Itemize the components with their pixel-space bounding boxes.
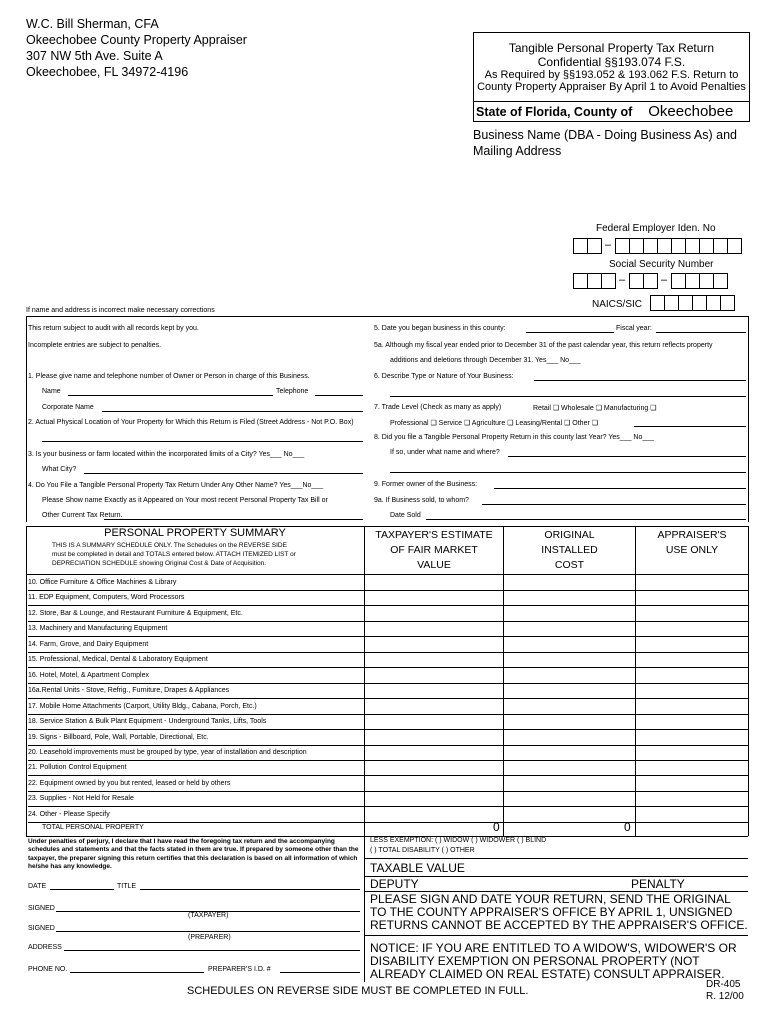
summary-note xyxy=(52,541,296,568)
ssn-label: Social Security Number xyxy=(609,259,714,270)
question-5a: 5a. Although my fiscal year ended prior to December 31 of the past calendar year, this return reflects property xyxy=(374,342,713,349)
q5-date-input[interactable] xyxy=(526,332,614,333)
q6-business-input-2[interactable] xyxy=(390,396,746,397)
title-input[interactable] xyxy=(140,889,360,890)
summary-row xyxy=(28,776,748,792)
preparer-caption: (PREPARER) xyxy=(188,934,231,941)
schedules-footer: SCHEDULES ON REVERSE SIDE MUST BE COMPLETED IN FULL. xyxy=(187,985,529,997)
total-estimate-value: 0 xyxy=(493,820,500,834)
summary-row xyxy=(28,807,748,823)
business-name-label xyxy=(473,127,737,159)
summary-title: PERSONAL PROPERTY SUMMARY xyxy=(104,527,286,539)
q8-where-input[interactable] xyxy=(508,456,746,457)
summary-row xyxy=(28,730,748,746)
summary-row xyxy=(28,575,748,591)
summary-row-label: 24. Other - Please Specify xyxy=(28,810,110,818)
q5-fiscal-label: Fiscal year: xyxy=(616,325,652,332)
please-sign-notice: PLEASE SIGN AND DATE YOUR RETURN, SEND THE ORIGINAL TO THE COUNTY APPRAISER'S OFFICE BY APRIL 1, UNSIGNED RETURNS CANNOT BE ACCEPTED BY THE APPRAISER'S OFFICE. xyxy=(370,892,748,932)
summary-row-label: 16a.Rental Units - Stove, Refrig., Furniture, Drapes & Appliances xyxy=(28,687,230,695)
preparer-id-label: PREPARER'S I.D. # xyxy=(208,966,271,973)
q4-other-name-input[interactable] xyxy=(104,519,363,520)
summary-row-label: 22. Equipment owned by you but rented, leased or held by others xyxy=(28,779,231,787)
q1-name-input[interactable] xyxy=(68,395,273,396)
summary-row-label: 19. Signs - Billboard, Pole, Wall, Portable, Directional, Etc. xyxy=(28,733,209,741)
question-8: 8. Did you file a Tangible Personal Property Return in this county last Year? Yes___ No___ xyxy=(374,434,655,441)
penalty-label: PENALTY xyxy=(631,877,685,891)
summary-row xyxy=(28,590,748,606)
q6-business-input[interactable] xyxy=(534,380,746,381)
col-estimate-header xyxy=(365,528,503,573)
q9a-sold-input[interactable] xyxy=(482,504,746,505)
state-county-row xyxy=(474,101,749,121)
label-line: Business Name (DBA - Doing Business As) and xyxy=(473,128,738,142)
summary-row-label: 21. Pollution Control Equipment xyxy=(28,764,127,772)
summary-row xyxy=(28,683,748,699)
state-label: State of Florida, County of xyxy=(476,105,633,119)
required-note: As Required by §§193.052 & 193.062 F.S. Return to xyxy=(484,69,739,81)
fein-label: Federal Employer Iden. No xyxy=(596,223,716,234)
signed-taxpayer-label: SIGNED xyxy=(28,905,55,912)
q1-name-label: Name xyxy=(42,388,61,395)
q3-city-label: What City? xyxy=(42,466,77,473)
summary-row-label: 23. Supplies - Not Held for Resale xyxy=(28,795,134,803)
header-line: OF FAIR MARKET xyxy=(390,544,478,556)
summary-row-label: 10. Office Furniture & Office Machines & Library xyxy=(28,579,177,586)
question-5a-cont: additions and deletions through December 31. Yes___ No___ xyxy=(390,357,581,364)
summary-row xyxy=(28,791,748,807)
header-line: INSTALLED xyxy=(541,544,598,556)
q3-city-input[interactable] xyxy=(84,473,363,474)
dash: – xyxy=(618,274,626,286)
q7-options-2[interactable]: Professional ❑ Service ❑ Agriculture ❑ Leasing/Rental ❑ Other ❑ xyxy=(390,420,599,427)
summary-row xyxy=(28,668,748,684)
summary-row-label: 14. Farm, Grove, and Dairy Equipment xyxy=(28,640,149,648)
q4-instructions: Please Show name Exactly as it Appeared on Your most recent Personal Property Tax Bill or xyxy=(42,497,328,504)
header-line: VALUE xyxy=(417,559,451,571)
audit-note: This return subject to audit with all records kept by you. xyxy=(28,325,199,332)
header-line: ORIGINAL xyxy=(544,529,595,541)
label-line: Mailing Address xyxy=(473,144,562,158)
total-cost-value: 0 xyxy=(624,820,631,834)
summary-row-label: 18. Service Station & Bulk Plant Equipment - Underground Tanks, Lifts, Tools xyxy=(28,718,267,726)
phone-input[interactable] xyxy=(70,972,204,973)
q5-fiscal-input[interactable] xyxy=(656,332,746,333)
question-2: 2. Actual Physical Location of Your Property for Which this Return is Filed (Street Address - Not P.O. Box) xyxy=(28,419,354,426)
address-label: ADDRESS xyxy=(28,944,62,951)
penalty-note: Incomplete entries are subject to penalties. xyxy=(28,342,162,349)
question-9a: 9a. If Business sold, to whom? xyxy=(374,497,469,504)
taxpayer-caption: (TAXPAYER) xyxy=(188,912,229,919)
exemption-notice: NOTICE: IF YOU ARE ENTITLED TO A WIDOW'S, WIDOWER'S OR DISABILITY EXEMPTION ON PERSONAL PROPERTY (NOT ALREADY CLAIMED ON REAL ESTATE) CONSULT APPRAISER. xyxy=(370,941,737,981)
county-field[interactable]: Okeechobee xyxy=(648,103,734,120)
deadline-note: County Property Appraiser By April 1 to Avoid Penalties xyxy=(477,81,746,93)
q4-instructions-2: Other Current Tax Return. xyxy=(42,512,123,519)
summary-row xyxy=(28,760,748,776)
summary-row-label: 15. Professional, Medical, Dental & Laboratory Equipment xyxy=(28,656,208,664)
address-line: 307 NW 5th Ave. Suite A xyxy=(26,49,163,63)
q9-former-input[interactable] xyxy=(494,488,746,489)
note-line: must be completed in detail and TOTALS entered below. ATTACH ITEMIZED LIST or xyxy=(52,551,296,558)
address-line: Okeechobee County Property Appraiser xyxy=(26,33,247,47)
fein-field[interactable] xyxy=(573,238,741,254)
summary-row-label: 12. Store, Bar & Lounge, and Restaurant Furniture & Equipment, Etc. xyxy=(28,609,243,617)
summary-row xyxy=(28,606,748,622)
signed-preparer-label: SIGNED xyxy=(28,925,55,932)
summary-row-label: 20. Leasehold improvements must be grouped by type, year of installation and description xyxy=(28,748,307,756)
q1-corp-input[interactable] xyxy=(102,411,363,412)
form-revision: R. 12/00 xyxy=(706,991,744,1002)
q1-phone-input[interactable] xyxy=(315,395,363,396)
taxable-value-label: TAXABLE VALUE xyxy=(370,861,465,875)
question-4: 4. Do You File a Tangible Personal Property Tax Return Under Any Other Name? Yes___No___ xyxy=(28,482,324,489)
header-line: USE ONLY xyxy=(665,544,719,556)
date-label: DATE xyxy=(28,883,47,890)
form-title-box xyxy=(473,32,750,122)
address-input[interactable] xyxy=(64,950,360,951)
col-appraiser-header xyxy=(636,528,748,558)
summary-row xyxy=(28,652,748,668)
dash: – xyxy=(660,274,668,286)
q1-phone-label: Telephone xyxy=(276,388,309,395)
summary-row xyxy=(28,745,748,761)
q9a-date-input[interactable] xyxy=(426,519,746,520)
question-1: 1. Please give name and telephone number of Owner or Person in charge of this Business. xyxy=(28,373,310,380)
phone-label: PHONE NO. xyxy=(28,966,68,973)
ssn-field[interactable] xyxy=(573,273,727,289)
confidential-note: Confidential §§193.074 F.S. xyxy=(537,55,686,69)
naics-field[interactable] xyxy=(650,295,734,311)
question-3: 3. Is your business or farm located within the incorporated limits of a City? Yes___ No___ xyxy=(28,451,305,458)
form-title: Tangible Personal Property Tax Return xyxy=(508,41,715,55)
form-number: DR-405 xyxy=(706,979,741,990)
note-line: DEPRECIATION SCHEDULE showing Original Cost & Date of Acquisition. xyxy=(52,560,267,567)
summary-row-label: 17. Mobile Home Attachments (Carport, Utility Bldg., Cabana, Porch, Etc.) xyxy=(28,702,257,710)
appraiser-address xyxy=(26,16,247,80)
q1-corp-label: Corporate Name xyxy=(42,404,94,411)
question-6: 6. Describe Type or Nature of Your Business: xyxy=(374,373,514,380)
address-line: Okeechobee, FL 34972-4196 xyxy=(26,65,189,79)
summary-row xyxy=(28,637,748,653)
question-9: 9. Former owner of the Business: xyxy=(374,481,478,488)
q7-other-input[interactable] xyxy=(634,426,746,427)
summary-row-label: 11. EDP Equipment, Computers, Word Processors xyxy=(28,594,185,602)
address-line: W.C. Bill Sherman, CFA xyxy=(26,17,159,31)
summary-row xyxy=(28,699,748,715)
date-input[interactable] xyxy=(50,889,114,890)
total-label: TOTAL PERSONAL PROPERTY xyxy=(42,824,144,831)
header-line: APPRAISER'S xyxy=(657,529,727,541)
q7-options[interactable]: Retail ❑ Wholesale ❑ Manufacturing ❑ xyxy=(533,405,657,412)
header-line: TAXPAYER'S ESTIMATE xyxy=(375,529,493,541)
summary-row-label: 16. Hotel, Motel, & Apartment Complex xyxy=(28,671,149,679)
title-label: TITLE xyxy=(117,883,137,890)
correction-note: If name and address is incorrect make necessary corrections xyxy=(26,307,215,314)
header-line: COST xyxy=(554,559,585,571)
summary-row xyxy=(28,714,748,730)
exemption-line-1[interactable]: LESS EXEMPTION: ( ) WIDOW ( ) WIDOWER ( ) BLIND xyxy=(370,837,547,844)
question-7: 7. Trade Level (Check as many as apply) xyxy=(374,404,502,411)
q8-where-label: If so, under what name and where? xyxy=(390,449,500,456)
summary-row-label: 13. Machinery and Manufacturing Equipment xyxy=(28,625,168,633)
preparer-signature-input[interactable] xyxy=(56,931,360,932)
exemption-line-2[interactable]: ( ) TOTAL DISABILITY ( ) OTHER xyxy=(370,847,475,854)
perjury-statement: Under penalties of perjury, I declare that I have read the foregoing tax return and the accompanying schedules and statements and that the facts stated in them are true. If prepared by someone other than the taxpayer, the preparer signing this return certifies that this declaration is based on all information of which he/she has any knowledge. xyxy=(28,838,359,870)
question-5: 5. Date you began business in this county: xyxy=(374,325,506,332)
q8-where-input-2[interactable] xyxy=(390,472,746,473)
naics-label: NAICS/SIC xyxy=(592,299,643,310)
q2-location-input[interactable] xyxy=(42,441,363,442)
dash: – xyxy=(604,239,612,251)
preparer-id-input[interactable] xyxy=(280,972,360,973)
col-cost-header xyxy=(504,528,635,573)
deputy-label: DEPUTY xyxy=(370,877,419,891)
q9a-date-label: Date Sold xyxy=(390,512,421,519)
note-line: THIS IS A SUMMARY SCHEDULE ONLY. The Schedules on the REVERSE SIDE xyxy=(52,542,287,549)
summary-row xyxy=(28,621,748,637)
